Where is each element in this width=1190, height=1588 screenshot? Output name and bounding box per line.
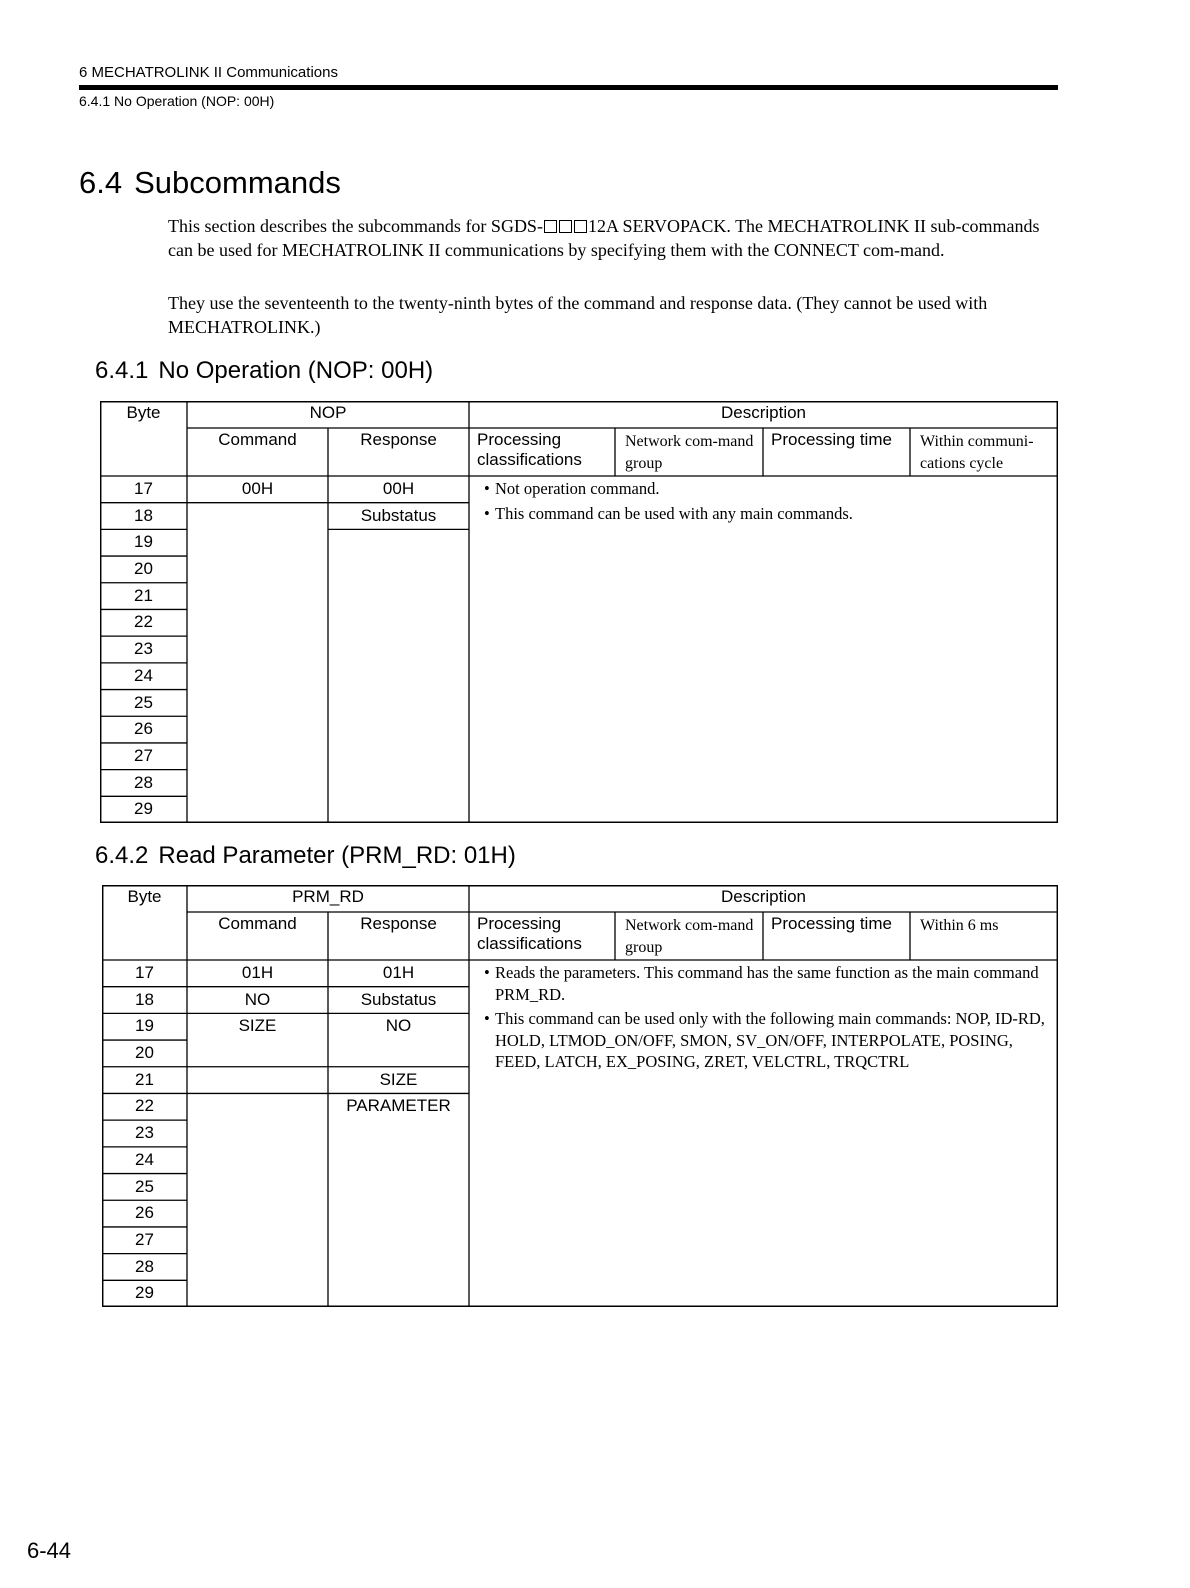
byte-number: 20 [135,1043,154,1063]
byte-header: Byte [127,887,162,906]
byte-number: 19 [135,1016,154,1036]
byte-number: 21 [135,1069,154,1089]
byte-number: 26 [134,719,153,739]
response-header: Response [360,430,437,449]
placeholder-box-icon [574,220,587,233]
response-cell: NO [385,1016,412,1036]
byte-number: 26 [135,1203,154,1223]
response-cell: PARAMETER [346,1096,451,1116]
subsection-number: 6.4.1 [95,357,149,384]
processing-time-label: Processing time [771,914,892,933]
byte-number: 29 [134,799,153,819]
processing-time-value: Within communi-cations cycle [920,433,1034,472]
description-header: Description [720,887,807,906]
description-item: • Reads the parameters. This command has the same function as the main command PRM_RD. [484,962,1051,1005]
subsection-number: 6.4.2 [95,842,149,869]
byte-number: 28 [135,1256,154,1276]
byte-number: 18 [135,989,154,1009]
intro-paragraph-2: They use the seventeenth to the twenty-ninth bytes of the command and response data. (They cannot be used with MECHATROLINK.) [168,293,988,337]
section-title: Subcommands [134,165,341,200]
response-cell: Substatus [360,989,437,1009]
running-header-chapter: 6 MECHATROLINK II Communications [79,64,338,81]
description-item: • Not operation command. [484,478,1051,500]
command-cell: SIZE [238,1016,277,1036]
processing-time-value: Within 6 ms [920,917,999,934]
response-cell: 00H [382,479,415,498]
subsection-heading-nop [95,357,433,385]
byte-number: 19 [134,532,153,552]
intro-text-b: 12A SERVOPACK. The MECHATROLINK II sub-commands can be used for MECHATROLINK II communications by specifying them with the CONNECT com-mand. [168,216,1040,260]
page-number: 6-44 [27,1538,72,1563]
prm-rd-table [102,885,1058,1307]
processing-classifications-value: Network com-mand group [625,917,754,956]
description-list [484,478,1051,524]
byte-number: 25 [135,1176,154,1196]
subsection-title: Read Parameter (PRM_RD: 01H) [158,842,516,869]
group-header: NOP [309,403,347,422]
group-header: PRM_RD [292,887,364,906]
byte-number: 18 [134,505,153,525]
description-list [484,962,1051,1073]
description-item: • This command can be used with any main commands. [484,503,1051,525]
byte-number: 23 [135,1123,154,1143]
processing-classifications-label: Processing classifications [477,914,582,953]
description-body [484,962,1051,1076]
command-cell: 00H [241,479,274,498]
byte-number: 22 [134,612,153,632]
subsection-heading-prm-rd [95,842,516,870]
description-body [484,478,1051,527]
byte-number: 24 [135,1149,154,1169]
byte-number: 29 [135,1283,154,1303]
nop-table [100,401,1058,823]
section-number: 6.4 [79,165,123,200]
running-header-section: 6.4.1 No Operation (NOP: 00H) [79,93,275,109]
response-cell: 01H [382,963,415,982]
byte-header: Byte [126,403,161,422]
intro-paragraph-1 [168,214,1058,262]
description-item: • This command can be used only with the following main commands: NOP, ID-RD, HOLD, LTMOD_ON/OFF, SMON, SV_ON/OFF, INTERPOLATE, POSING, FEED, LATCH, EX_POSING, ZRET, VELCTRL, TRQCTRL [484,1008,1051,1073]
byte-number: 28 [134,772,153,792]
subsection-title: No Operation (NOP: 00H) [158,357,434,384]
response-header: Response [360,914,437,933]
byte-number: 23 [134,639,153,659]
byte-number: 20 [134,559,153,579]
header-rule [79,85,1058,90]
command-cell: NO [244,989,271,1009]
processing-time-label: Processing time [771,430,892,449]
placeholder-box-icon [544,220,557,233]
byte-number: 22 [135,1096,154,1116]
command-cell: 01H [241,963,274,982]
response-cell: SIZE [379,1069,418,1089]
command-header: Command [218,914,297,933]
processing-classifications-label: Processing classifications [477,430,582,469]
byte-number: 24 [134,665,153,685]
byte-number: 27 [135,1229,154,1249]
byte-number: 17 [135,963,154,982]
command-header: Command [218,430,297,449]
description-header: Description [720,403,807,422]
placeholder-box-icon [559,220,572,233]
byte-number: 25 [134,692,153,712]
byte-number: 21 [134,585,153,605]
section-heading [79,165,341,201]
processing-classifications-value: Network com-mand group [625,433,754,472]
response-cell: Substatus [360,505,437,525]
intro-text-a: This section describes the subcommands for SGDS- [168,216,543,236]
byte-number: 27 [134,745,153,765]
byte-number: 17 [134,479,153,498]
